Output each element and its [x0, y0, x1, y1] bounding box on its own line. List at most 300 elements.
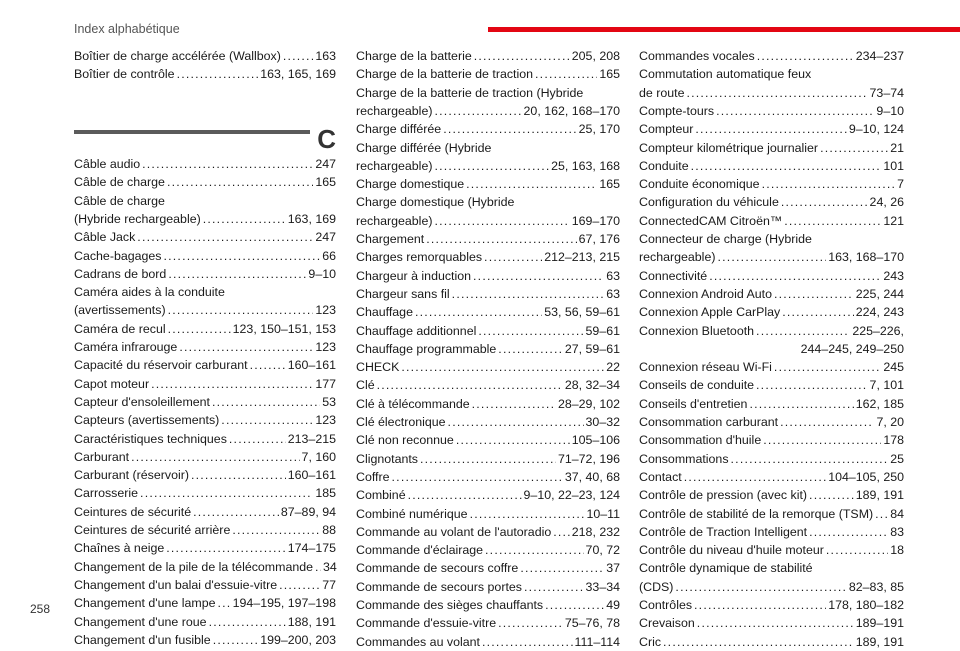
- dot-leader: [408, 486, 522, 504]
- page-number: 258: [30, 602, 51, 616]
- index-entry-term: Contrôle de pression (avec kit): [639, 488, 808, 503]
- dot-leader: [553, 523, 570, 541]
- index-entry-term: Cric: [639, 634, 662, 649]
- index-entry: [356, 468, 620, 486]
- index-entry: [356, 578, 620, 596]
- index-entry: [639, 157, 904, 175]
- index-entry-term: Caméra infrarouge: [74, 340, 178, 354]
- dot-leader: [168, 320, 231, 338]
- index-entry-term-continued: rechargeable): [639, 250, 716, 265]
- dot-leader: [757, 47, 854, 65]
- dot-leader: [820, 139, 888, 157]
- index-entry-term: Chauffage programmable: [356, 341, 497, 356]
- index-entry-pages: 123: [315, 340, 336, 354]
- index-entry: [356, 505, 620, 523]
- index-entry-term: Capacité du réservoir carburant: [74, 358, 248, 373]
- index-entry: [356, 248, 620, 266]
- dot-leader: [209, 613, 286, 631]
- index-entry: [74, 503, 336, 521]
- index-entry-pages: 225–226,: [852, 323, 904, 338]
- index-entry: [356, 139, 620, 176]
- index-entry-term: Consommation d'huile: [639, 433, 762, 448]
- index-entry-pages: 247: [315, 157, 336, 171]
- dot-leader: [279, 576, 320, 594]
- index-entry-term: Commande d'essuie-vitre: [356, 616, 497, 631]
- index-entry: [356, 65, 620, 83]
- index-entry-pages: 234–237: [855, 49, 904, 63]
- index-entry-term: Conduite: [639, 158, 689, 173]
- index-entry-term: Changement d'un fusible: [74, 632, 211, 647]
- dot-leader: [780, 413, 874, 431]
- index-entry: [639, 559, 904, 596]
- index-entry-term: Chargeur sans fil: [356, 286, 450, 301]
- dot-leader: [474, 47, 570, 65]
- index-entry: [74, 594, 336, 612]
- dot-leader: [545, 596, 604, 614]
- dot-leader: [377, 376, 563, 394]
- section-rule: [74, 130, 310, 134]
- index-entry-pages: 71–72, 196: [557, 451, 620, 466]
- index-entry-term: Carrosserie: [74, 486, 139, 501]
- index-entry: [74, 47, 336, 65]
- dot-leader: [756, 376, 868, 394]
- index-entry-term: Contrôle du niveau d'huile moteur: [639, 543, 824, 558]
- index-entry-term: Connectivité: [639, 268, 708, 283]
- index-entry-term-continued: rechargeable): [356, 103, 433, 118]
- index-entry-term: Capteur d'ensoleillement: [74, 394, 210, 409]
- index-entry: [74, 539, 336, 557]
- index-entry-pages: 163, 165, 169: [260, 67, 336, 82]
- index-entry-pages: 121: [883, 213, 904, 228]
- index-entry-term: ConnectedCAM Citroën™: [639, 213, 783, 228]
- dot-leader: [151, 375, 313, 393]
- index-entry: [639, 120, 904, 138]
- index-entry: [74, 247, 336, 265]
- index-entry-term: Commande d'éclairage: [356, 543, 484, 558]
- dot-leader: [498, 340, 563, 358]
- dot-leader: [229, 430, 286, 448]
- dot-leader: [535, 65, 597, 83]
- index-entry: [74, 228, 336, 246]
- dot-leader: [164, 247, 321, 265]
- index-entry-pages: 59–61: [585, 323, 620, 338]
- dot-leader: [774, 285, 854, 303]
- dot-leader: [482, 633, 573, 651]
- index-entry: [356, 395, 620, 413]
- index-entry: [356, 523, 620, 541]
- index-entry: [74, 192, 336, 229]
- index-entry-term: Compte-tours: [639, 103, 715, 118]
- index-entry-term: Ceintures de sécurité arrière: [74, 523, 231, 537]
- index-entry-term: Commande de secours coffre: [356, 561, 519, 576]
- index-entry-pages: 77: [322, 577, 336, 592]
- index-entry-pages: 111–114: [574, 634, 620, 649]
- index-entry: [639, 468, 904, 486]
- index-entry-pages: 18: [890, 543, 904, 558]
- index-entry: [74, 155, 336, 173]
- index-entry-pages: 163, 168–170: [828, 250, 904, 265]
- index-entry-term: Combiné: [356, 488, 406, 503]
- dot-leader: [420, 450, 556, 468]
- section-letter: C: [317, 124, 336, 154]
- index-entry-pages: 205, 208: [571, 49, 620, 63]
- index-entry: [74, 613, 336, 631]
- index-entry: [639, 47, 904, 65]
- dot-leader: [473, 267, 604, 285]
- index-entry-pages: 194–195, 197–198: [232, 596, 336, 611]
- index-entry: [356, 486, 620, 504]
- dot-leader: [691, 157, 882, 175]
- index-entry: [356, 267, 620, 285]
- index-entry: [74, 484, 336, 502]
- dot-leader: [193, 503, 279, 521]
- index-entry-pages: 160–161: [287, 468, 336, 483]
- dot-leader: [782, 303, 854, 321]
- dot-leader: [695, 120, 846, 138]
- index-entry-term: Conseils d'entretien: [639, 396, 748, 411]
- index-entry-term-continued: rechargeable): [356, 213, 433, 228]
- index-entry-term: Clignotants: [356, 451, 418, 466]
- index-entry-pages: 24, 26: [869, 195, 904, 210]
- index-entry-pages: 174–175: [287, 541, 336, 556]
- dot-leader: [232, 521, 320, 539]
- index-entry-pages: 162, 185: [855, 396, 904, 411]
- index-entry-pages: 165: [315, 175, 336, 190]
- index-entry-term: Configuration du véhicule: [639, 195, 779, 210]
- index-entry-pages: 123: [315, 303, 336, 318]
- index-entry: [639, 596, 904, 614]
- index-entry: [74, 173, 336, 191]
- index-entry-term: Compteur kilométrique journalier: [639, 140, 819, 155]
- index-entry: [356, 358, 620, 376]
- dot-leader: [448, 413, 584, 431]
- index-entry-pages: 160–161: [287, 358, 336, 373]
- index-entry-term: Conseils de conduite: [639, 378, 755, 393]
- index-entry-term: Capteurs (avertissements): [74, 413, 220, 428]
- index-entry-term: Câble de charge: [74, 193, 165, 208]
- index-entry: [639, 102, 904, 120]
- dot-leader: [731, 450, 889, 468]
- index-entry: [74, 448, 336, 466]
- index-entry: [74, 393, 336, 411]
- index-entry-term-continued: (avertissements): [74, 303, 166, 318]
- dot-leader: [749, 395, 853, 413]
- dot-leader: [392, 468, 563, 486]
- index-entry-term: Carburant (réservoir): [74, 468, 189, 483]
- index-entry-term: Contrôle de stabilité de la remorque (TSM): [639, 506, 874, 521]
- dot-leader: [697, 614, 854, 632]
- section-header-c: [74, 124, 336, 156]
- index-entry: [639, 65, 904, 102]
- index-entry-term: Connexion Android Auto: [639, 286, 772, 301]
- dot-leader: [709, 267, 881, 285]
- index-entry-term: Commandes vocales: [639, 49, 755, 63]
- index-entry-pages: 218, 232: [571, 524, 620, 539]
- index-entry-term: Commande au volant de l'autoradio: [356, 524, 552, 539]
- index-entry-term: Changement d'une lampe: [74, 596, 216, 611]
- index-entry-pages: 73–74: [869, 85, 904, 100]
- index-entry-term: Charges remorquables: [356, 250, 483, 265]
- index-entry-term: Changement de la pile de la télécommande: [74, 559, 314, 574]
- index-entry-pages: 225, 244: [855, 286, 904, 301]
- dot-leader: [167, 173, 313, 191]
- index-entry: [356, 340, 620, 358]
- index-entry: [639, 303, 904, 321]
- index-entry-term: Charge domestique (Hybride: [356, 195, 515, 210]
- index-entry-term: Chaînes à neige: [74, 541, 165, 556]
- dot-leader: [203, 210, 286, 228]
- index-entry: [356, 285, 620, 303]
- dot-leader: [524, 578, 584, 596]
- index-entry: [356, 193, 620, 230]
- index-entry: [356, 303, 620, 321]
- dot-leader: [191, 466, 286, 484]
- dot-leader: [168, 301, 314, 319]
- dot-leader: [756, 322, 850, 340]
- index-entry: [639, 139, 904, 157]
- index-entry: [356, 322, 620, 340]
- index-entry-pages: 83: [890, 524, 904, 539]
- index-entry: [356, 84, 620, 121]
- dot-leader: [434, 212, 569, 230]
- index-entry: [639, 212, 904, 230]
- page-header-title: Index alphabétique: [74, 22, 180, 36]
- index-entry-pages: 28–29, 102: [557, 396, 620, 411]
- index-entry-pages: 243: [883, 268, 904, 283]
- dot-leader: [809, 523, 888, 541]
- index-entry-pages: 63: [606, 268, 620, 283]
- dot-leader: [166, 539, 286, 557]
- index-entry-term: Contrôle de Traction Intelligent: [639, 524, 808, 539]
- dot-leader: [763, 431, 881, 449]
- index-entry-term-continued: (Hybride rechargeable): [74, 211, 201, 226]
- index-entry-term: Ceintures de sécurité: [74, 504, 192, 519]
- index-entry-term: Chargeur à induction: [356, 268, 472, 283]
- index-entry-pages: 63: [606, 286, 620, 301]
- index-entry-pages: 188, 191: [287, 614, 336, 629]
- index-entry-pages: 7, 160: [301, 449, 336, 464]
- index-entry-term: Carburant: [74, 449, 130, 464]
- dot-leader: [875, 505, 888, 523]
- index-entry: [639, 267, 904, 285]
- index-entry-pages: 10–11: [586, 506, 620, 521]
- index-entry-term: Changement d'un balai d'essuie-vitre: [74, 577, 278, 592]
- index-entry: [639, 285, 904, 303]
- index-entry-term: Clé à télécommande: [356, 396, 470, 411]
- index-entry: [639, 541, 904, 559]
- index-entry: [356, 431, 620, 449]
- index-entry: [74, 430, 336, 448]
- index-entry-pages: 66: [322, 248, 336, 263]
- dot-leader: [456, 431, 570, 449]
- index-entry-pages: 27, 59–61: [564, 341, 620, 356]
- index-entry-pages: 9–10, 22–23, 124: [523, 488, 620, 503]
- index-entry-pages: 101: [883, 158, 904, 173]
- dot-leader: [434, 102, 521, 120]
- index-entry-term: CHECK: [356, 360, 400, 375]
- index-entry-pages: 25, 163, 168: [551, 158, 620, 173]
- dot-leader: [809, 486, 854, 504]
- index-entry-term: Caractéristiques techniques: [74, 431, 227, 446]
- index-entry-term: Cadrans de bord: [74, 266, 167, 281]
- index-entry-term: Commande des sièges chauffants: [356, 598, 544, 612]
- index-entry-term: Charge de la batterie: [356, 49, 472, 63]
- index-entry: [74, 558, 336, 576]
- index-entry-term: Clé non reconnue: [356, 433, 454, 448]
- index-entry: [356, 120, 620, 138]
- index-entry-pages: 178: [883, 433, 904, 448]
- index-entry-pages: 247: [315, 230, 336, 245]
- index-entry-pages: 88: [322, 523, 336, 537]
- dot-leader: [716, 102, 874, 120]
- index-entry-pages: 213–215: [287, 431, 336, 446]
- index-entry-pages: 37: [606, 561, 620, 576]
- index-entry-pages: 178, 180–182: [828, 598, 904, 612]
- index-entry-term: Contact: [639, 469, 682, 484]
- index-entry-pages: 49: [606, 598, 620, 612]
- index-entry-pages: 189, 191: [855, 634, 904, 649]
- index-entry-term: Contrôles: [639, 598, 693, 612]
- index-entry-pages: 75–76, 78: [564, 616, 620, 631]
- index-entry-pages: 20, 162, 168–170: [523, 103, 620, 118]
- dot-leader: [137, 228, 313, 246]
- dot-leader: [221, 411, 313, 429]
- index-entry-term: Consommations: [639, 451, 729, 466]
- index-entry-pages: 7, 101: [869, 378, 904, 393]
- dot-leader: [426, 230, 576, 248]
- dot-leader: [784, 212, 881, 230]
- index-entry-term: Contrôle dynamique de stabilité: [639, 561, 813, 576]
- dot-leader: [434, 157, 549, 175]
- index-entry: [639, 175, 904, 193]
- index-entry-term: Commandes au volant: [356, 634, 480, 649]
- index-entry: [74, 375, 336, 393]
- dot-leader: [401, 358, 604, 376]
- index-entry-term: Changement d'une roue: [74, 614, 207, 629]
- index-entry-term: Clé: [356, 378, 375, 393]
- index-entry-term: Boîtier de contrôle: [74, 67, 175, 82]
- index-entry-pages: 21: [890, 140, 904, 155]
- index-entry-term: Boîtier de charge accélérée (Wallbox): [74, 49, 281, 63]
- dot-leader: [179, 338, 313, 356]
- index-entry-term: Charge domestique: [356, 177, 465, 192]
- index-entry-term: Charge de la batterie de traction (Hybride: [356, 85, 584, 100]
- dot-leader: [472, 395, 556, 413]
- index-entry-pages: 245: [883, 360, 904, 375]
- index-entry: [356, 541, 620, 559]
- index-entry-pages: 9–10: [308, 266, 336, 281]
- dot-leader: [250, 356, 286, 374]
- index-entry-pages: 70, 72: [585, 543, 620, 558]
- index-entry-term: Câble de charge: [74, 175, 165, 190]
- index-entry-term: Compteur: [639, 122, 694, 137]
- dot-leader: [520, 559, 604, 577]
- dot-leader: [131, 448, 299, 466]
- index-entry-term: Chauffage additionnel: [356, 323, 477, 338]
- index-entry: [356, 230, 620, 248]
- dot-leader: [717, 248, 826, 266]
- index-entry: [356, 376, 620, 394]
- index-entry: [639, 395, 904, 413]
- index-entry: [74, 283, 336, 320]
- index-entry-term-continued: de route: [639, 85, 685, 100]
- index-entry-pages: 189–191: [855, 616, 904, 631]
- dot-leader: [177, 65, 259, 83]
- index-entry-term: Capot moteur: [74, 376, 150, 391]
- index-entry-term: Commutation automatique feux: [639, 67, 812, 82]
- index-entry-pages: 123: [315, 413, 336, 428]
- index-entry-term: Connexion réseau Wi-Fi: [639, 360, 772, 375]
- dot-leader: [466, 175, 597, 193]
- index-entry: [356, 559, 620, 577]
- index-entry: [639, 633, 904, 651]
- index-entry: [356, 47, 620, 65]
- header-accent-bar: [488, 27, 960, 32]
- dot-leader: [826, 541, 888, 559]
- index-entry-pages: 165: [599, 67, 620, 82]
- index-entry: [639, 431, 904, 449]
- index-entry: [356, 596, 620, 614]
- dot-leader: [452, 285, 605, 303]
- index-entry-term: Connecteur de charge (Hybride: [639, 232, 812, 246]
- index-entry-pages: 22: [606, 360, 620, 375]
- index-entry-pages: 25: [890, 451, 904, 466]
- dot-leader: [415, 303, 542, 321]
- index-entry-term: Caméra aides à la conduite: [74, 285, 225, 300]
- dot-leader: [663, 633, 854, 651]
- index-entry-pages: 53: [322, 394, 336, 409]
- dot-leader: [498, 614, 563, 632]
- dot-leader: [694, 596, 826, 614]
- index-entry-term: Conduite économique: [639, 177, 760, 192]
- index-entry-term: Chargement: [356, 232, 425, 246]
- index-entry-term: Chauffage: [356, 305, 413, 320]
- dot-leader: [774, 358, 881, 376]
- index-entry-pages: 34: [323, 559, 337, 574]
- index-entry: [639, 614, 904, 632]
- dot-leader: [478, 322, 583, 340]
- index-entry: [639, 193, 904, 211]
- index-entry: [356, 633, 620, 651]
- index-entry-pages: 165: [599, 177, 620, 192]
- index-entry-pages: 9–10: [876, 103, 904, 118]
- index-entry: [74, 411, 336, 429]
- index-entry-pages: 7: [897, 177, 904, 192]
- index-entry-term: Crevaison: [639, 616, 695, 631]
- index-entry-pages: 212–213, 215: [544, 250, 620, 265]
- index-entry-pages: 224, 243: [855, 305, 904, 320]
- index-entry-term: Câble audio: [74, 157, 141, 171]
- index-entry: [74, 65, 336, 83]
- dot-leader: [762, 175, 896, 193]
- index-entry: [74, 576, 336, 594]
- index-entry-term: Caméra de recul: [74, 321, 166, 336]
- index-entry-pages: 9–10, 124: [848, 122, 904, 137]
- dot-leader: [142, 155, 313, 173]
- index-entry-pages-continued: 244–245, 249–250: [800, 341, 904, 356]
- dot-leader: [781, 193, 868, 211]
- index-entry-pages: 25, 170: [578, 122, 620, 137]
- dot-leader: [212, 393, 320, 411]
- index-entry-pages: 82–83, 85: [848, 579, 904, 594]
- index-entry-pages: 28, 32–34: [564, 378, 620, 393]
- index-entry-term-continued: (CDS): [639, 579, 674, 594]
- index-entry-pages: 105–106: [571, 433, 620, 448]
- index-entry: [639, 322, 904, 359]
- index-entry: [639, 450, 904, 468]
- index-entry: [639, 376, 904, 394]
- index-entry-term: Consommation carburant: [639, 415, 779, 429]
